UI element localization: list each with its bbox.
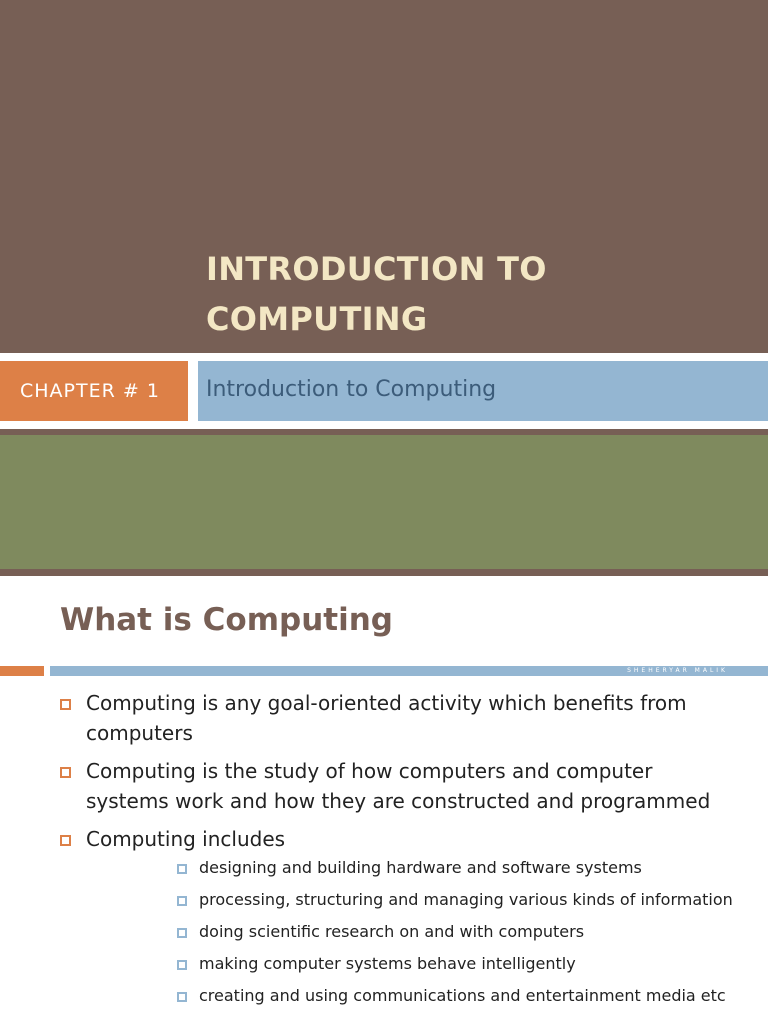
sub-bullet-item [86,986,738,1006]
sub-bullet-item [86,858,738,878]
sub-bullet-item [86,954,738,974]
square-bullet-icon [60,835,71,846]
sub-bullet-list [86,858,738,1006]
square-sub-bullet-icon [177,864,187,874]
bullet-text: Computing is any goal-oriented activity which benefits from computers [86,691,687,745]
chapter-badge [0,361,188,421]
square-sub-bullet-icon [177,896,187,906]
sub-bullet-text: making computer systems behave intelligently [199,954,576,973]
bullet-item [0,824,768,1006]
sub-bullet-item [86,890,738,910]
content-title: What is Computing [60,602,393,638]
slide-subtitle: Introduction to Computing [206,377,497,402]
square-sub-bullet-icon [177,992,187,1002]
bullet-item [0,756,768,816]
decorative-band [0,435,768,569]
author-footer: SHEHERYAR MALIK [627,667,728,674]
content-slide [0,576,768,1024]
accent-bar-orange [0,666,44,676]
sub-bullet-text: doing scientific research on and with computers [199,922,585,941]
bullet-list [0,688,768,1018]
square-sub-bullet-icon [177,928,187,938]
square-sub-bullet-icon [177,960,187,970]
chapter-label: CHAPTER # 1 [20,380,160,402]
title-banner [0,0,768,353]
bullet-text: Computing includes [86,827,286,851]
slide-title [206,244,746,344]
sub-bullet-text: creating and using communications and entertainment media etc [199,986,726,1005]
slide-title-line2: COMPUTING [206,300,428,338]
sub-bullet-text: processing, structuring and managing various kinds of information [199,890,733,909]
square-bullet-icon [60,767,71,778]
sub-bullet-text: designing and building hardware and software systems [199,858,642,877]
slide-title-line1: INTRODUCTION TO [206,250,547,288]
subtitle-banner [198,361,768,421]
bullet-text: Computing is the study of how computers and computer systems work and how they are constructed and programmed [86,759,711,813]
bullet-item [0,688,768,748]
square-bullet-icon [60,699,71,710]
divider-bottom [0,569,768,576]
sub-bullet-item [86,922,738,942]
